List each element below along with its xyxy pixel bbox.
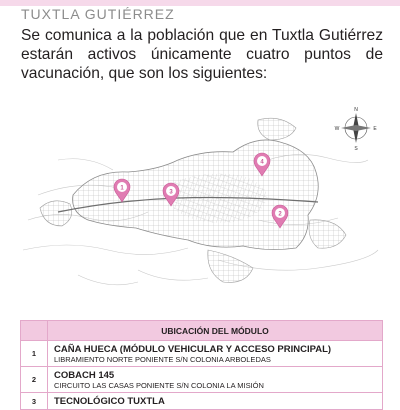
east-suburb — [309, 220, 346, 248]
row-location-cell — [48, 367, 383, 393]
row-number: 2 — [21, 367, 48, 393]
compass-west-label: W — [334, 126, 340, 132]
table-header-location: UBICACIÓN DEL MÓDULO — [48, 321, 383, 341]
city-map-svg — [18, 100, 380, 300]
south-suburb — [208, 250, 253, 282]
compass-rose-icon — [335, 107, 378, 152]
location-address: LIBRAMIENTO NORTE PONIENTE S/N COLONIA ARBOLEDAS — [54, 355, 271, 364]
row-location-cell — [48, 393, 383, 410]
table-row — [21, 367, 383, 393]
location-name: CAÑA HUECA (MÓDULO VEHICULAR Y ACCESO PRINCIPAL) — [54, 344, 332, 355]
city-map — [18, 100, 380, 300]
west-suburb — [40, 201, 72, 226]
table-row — [21, 393, 383, 410]
marker-1-number: 1 — [120, 185, 124, 192]
location-address: CIRCUITO LAS CASAS PONIENTE S/N COLONIA LA MISIÓN — [54, 381, 264, 390]
location-name: TECNOLÓGICO TUXTLA — [54, 396, 165, 407]
row-number: 1 — [21, 341, 48, 367]
locations-table — [20, 320, 383, 410]
marker-2-number: 2 — [278, 211, 282, 218]
compass-north-label: N — [354, 107, 358, 113]
location-name: COBACH 145 — [54, 370, 115, 381]
row-number: 3 — [21, 393, 48, 410]
table-header-number-cell — [21, 321, 48, 341]
compass-east-label: E — [373, 126, 377, 132]
compass-south-label: S — [354, 146, 358, 152]
announcement-text: Se comunica a la población que en Tuxtla Gutiérrez estarán activos únicamente cuatro puntos de vacunación, que son los siguientes: — [21, 27, 383, 82]
row-location-cell — [48, 341, 383, 367]
marker-3-number: 3 — [169, 189, 173, 196]
city-title: TUXTLA GUTIÉRREZ — [21, 6, 175, 22]
table-row — [21, 341, 383, 367]
table-header-row — [21, 321, 383, 341]
marker-4-number: 4 — [260, 159, 264, 166]
north-suburb — [258, 118, 296, 140]
